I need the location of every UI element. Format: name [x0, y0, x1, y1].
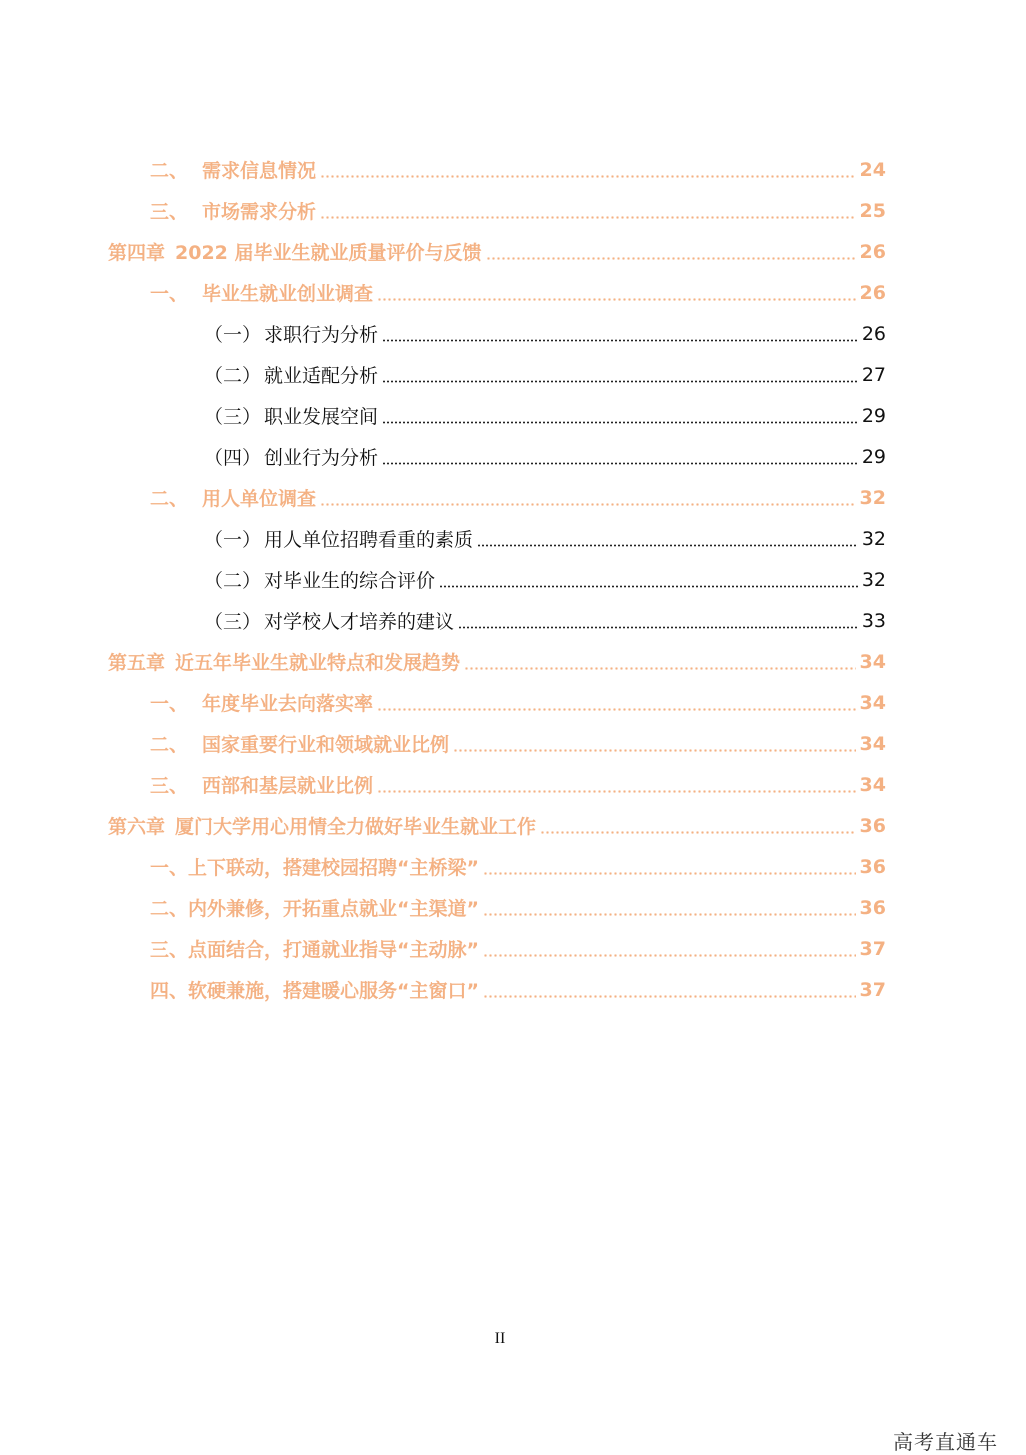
- toc-entry-number: 第四章: [108, 242, 166, 264]
- dot-leader: [464, 667, 856, 670]
- toc-entry-title: 点面结合，打通就业指导“主动脉”: [188, 939, 479, 961]
- toc-entry-title: 用人单位调查: [202, 488, 317, 510]
- toc-entry[interactable]: [0, 436, 1026, 477]
- toc-entry-number: （四）: [204, 447, 262, 469]
- toc-entry-title: 对毕业生的综合评价: [264, 570, 436, 592]
- toc-entry-title: 就业适配分析: [264, 365, 379, 387]
- toc-entry-page: 29: [861, 404, 886, 427]
- toc-entry[interactable]: [0, 805, 1026, 846]
- toc-entry-title: 市场需求分析: [202, 201, 317, 223]
- toc-entry[interactable]: [0, 928, 1026, 969]
- toc-entry-page: 32: [861, 568, 886, 591]
- dot-leader: [483, 954, 856, 957]
- toc-entry[interactable]: [0, 723, 1026, 764]
- dot-leader: [320, 503, 856, 506]
- toc-entry-title: 上下联动，搭建校园招聘“主桥梁”: [188, 857, 479, 879]
- dot-leader: [382, 339, 858, 342]
- toc-entry-page: 36: [859, 896, 886, 919]
- dot-leader: [377, 708, 856, 711]
- toc-entry[interactable]: [0, 559, 1026, 600]
- toc-entry-page: 25: [859, 199, 886, 222]
- toc-entry-page: 37: [859, 978, 886, 1001]
- dot-leader: [483, 995, 856, 998]
- toc-entry-number: 三、: [150, 201, 189, 223]
- toc-entry[interactable]: [0, 231, 1026, 272]
- toc-entry-number: 第五章: [108, 652, 166, 674]
- toc-entry-title: 对学校人才培养的建议: [264, 611, 455, 633]
- dot-leader: [453, 749, 856, 752]
- toc-entry-title: 2022 届毕业生就业质量评价与反馈: [175, 242, 482, 264]
- toc-entry[interactable]: [0, 190, 1026, 231]
- toc-entry-page: 24: [859, 158, 886, 181]
- toc-entry-title: 内外兼修，开拓重点就业“主渠道”: [188, 898, 479, 920]
- toc-entry[interactable]: [0, 518, 1026, 559]
- toc-entry-page: 26: [859, 281, 886, 304]
- dot-leader: [439, 585, 858, 588]
- toc-entry-number: （二）: [204, 570, 262, 592]
- toc-entry[interactable]: [0, 764, 1026, 805]
- toc-entry-title: 职业发展空间: [264, 406, 379, 428]
- dot-leader: [382, 462, 858, 465]
- toc-entry-page: 34: [859, 732, 886, 755]
- toc-entry-title: 西部和基层就业比例: [202, 775, 374, 797]
- toc-entry-title: 软硬兼施，搭建暖心服务“主窗口”: [188, 980, 479, 1002]
- toc-entry-page: 32: [859, 486, 886, 509]
- toc-entry-number: 四、: [150, 980, 189, 1002]
- toc-entry-page: 34: [859, 650, 886, 673]
- dot-leader: [382, 380, 858, 383]
- dot-leader: [320, 216, 856, 219]
- dot-leader: [377, 790, 856, 793]
- toc-entry[interactable]: [0, 641, 1026, 682]
- toc-entry-number: （三）: [204, 611, 262, 633]
- toc-entry-page: 34: [859, 773, 886, 796]
- toc-entry[interactable]: [0, 272, 1026, 313]
- page-number: II: [494, 1330, 506, 1347]
- toc-entry-number: （二）: [204, 365, 262, 387]
- dot-leader: [377, 298, 856, 301]
- toc-entry[interactable]: [0, 354, 1026, 395]
- toc-entry-title: 毕业生就业创业调查: [202, 283, 374, 305]
- toc-entry-title: 用人单位招聘看重的素质: [264, 529, 474, 551]
- toc-entry-title: 年度毕业去向落实率: [202, 693, 374, 715]
- toc-entry-number: 二、: [150, 160, 189, 182]
- toc-entry-number: （一）: [204, 324, 262, 346]
- toc-entry-page: 36: [859, 855, 886, 878]
- toc-entry-number: 二、: [150, 488, 189, 510]
- toc-entry[interactable]: [0, 395, 1026, 436]
- toc-entry-page: 34: [859, 691, 886, 714]
- toc-entry-number: 一、: [150, 283, 189, 305]
- dot-leader: [320, 175, 856, 178]
- toc-entry-title: 需求信息情况: [202, 160, 317, 182]
- toc-entry-title: 厦门大学用心用情全力做好毕业生就业工作: [175, 816, 537, 838]
- watermark-text: 高考直通车: [893, 1430, 998, 1454]
- toc-entry-page: 26: [861, 322, 886, 345]
- toc-entry-number: 一、: [150, 693, 189, 715]
- toc-entry-page: 32: [861, 527, 886, 550]
- toc-entry[interactable]: [0, 846, 1026, 887]
- toc-entry-page: 29: [861, 445, 886, 468]
- toc-entry[interactable]: [0, 682, 1026, 723]
- toc-entry-title: 创业行为分析: [264, 447, 379, 469]
- toc-entry[interactable]: [0, 149, 1026, 190]
- table-of-contents: [0, 149, 1026, 1010]
- toc-entry-page: 33: [861, 609, 886, 632]
- toc-entry-number: （三）: [204, 406, 262, 428]
- toc-entry[interactable]: [0, 477, 1026, 518]
- toc-entry-number: 第六章: [108, 816, 166, 838]
- toc-entry-number: 二、: [150, 734, 189, 756]
- toc-entry-page: 36: [859, 814, 886, 837]
- dot-leader: [483, 872, 856, 875]
- toc-entry[interactable]: [0, 969, 1026, 1010]
- toc-entry[interactable]: [0, 887, 1026, 928]
- toc-entry-title: 求职行为分析: [264, 324, 379, 346]
- dot-leader: [458, 626, 858, 629]
- dot-leader: [382, 421, 858, 424]
- dot-leader: [483, 913, 856, 916]
- toc-entry-page: 26: [859, 240, 886, 263]
- toc-entry[interactable]: [0, 600, 1026, 641]
- dot-leader: [477, 544, 858, 547]
- toc-entry-number: （一）: [204, 529, 262, 551]
- toc-entry-number: 三、: [150, 939, 189, 961]
- toc-entry-title: 近五年毕业生就业特点和发展趋势: [175, 652, 461, 674]
- toc-entry[interactable]: [0, 313, 1026, 354]
- toc-entry-page: 27: [861, 363, 886, 386]
- toc-entry-title: 国家重要行业和领域就业比例: [202, 734, 450, 756]
- dot-leader: [486, 257, 856, 260]
- toc-entry-page: 37: [859, 937, 886, 960]
- toc-entry-number: 一、: [150, 857, 189, 879]
- toc-entry-number: 二、: [150, 898, 189, 920]
- dot-leader: [540, 831, 856, 834]
- toc-entry-number: 三、: [150, 775, 189, 797]
